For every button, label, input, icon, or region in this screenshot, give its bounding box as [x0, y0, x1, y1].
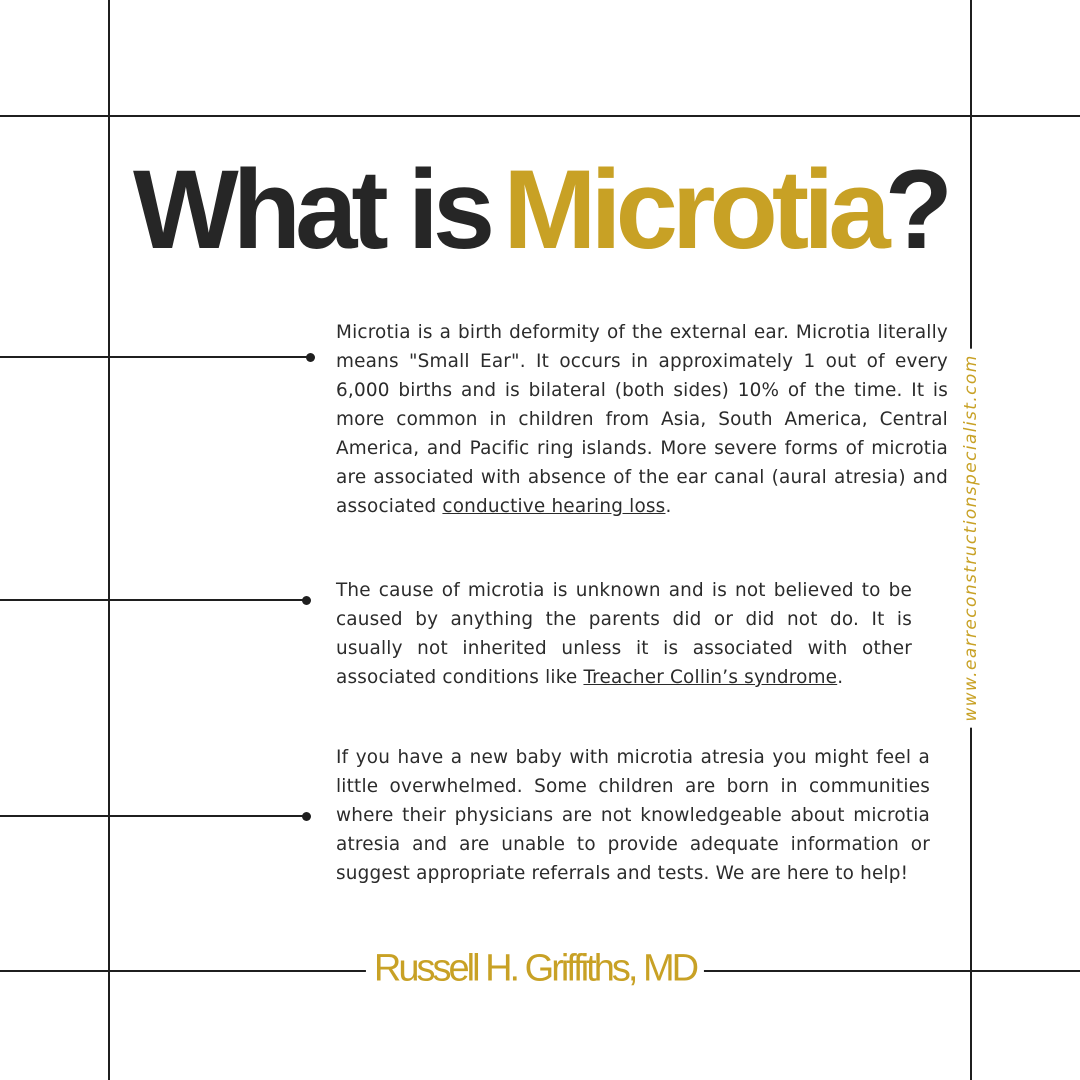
link-treacher-collins-syndrome[interactable]: Treacher Collin’s syndrome	[583, 667, 838, 688]
signature: Russell H. Griffiths, MD	[366, 948, 704, 991]
link-conductive-hearing-loss[interactable]: conductive hearing loss	[442, 496, 666, 517]
connector-dot-1	[306, 353, 315, 362]
connector-dot-3	[302, 812, 311, 821]
connector-line-1	[0, 356, 310, 358]
paragraph-help	[336, 743, 930, 888]
paragraph-cause-end: .	[837, 667, 844, 688]
paragraph-cause	[336, 576, 912, 692]
connector-dot-2	[302, 596, 311, 605]
paragraph-help-text: If you have a new baby with microtia atresia you might feel a little overwhelmed. Some children are born in communities where their physicians are not knowledgeable about microtia atresia and are unable to provide adequate information or suggest appropriate referrals and tests. We are here to help!	[336, 747, 930, 884]
paragraph-cause-text: The cause of microtia is unknown and is not believed to be caused by anything the parents did or did not do. It is usually not inherited unless it is associated with other associated conditions like	[336, 580, 912, 688]
connector-line-3	[0, 815, 306, 817]
paragraph-definition-text: Microtia is a birth deformity of the external ear. Microtia literally means "Small Ear". It occurs in approximately 1 out of every 6,000 births and is bilateral (both sides) 10% of the time. It is more common in children from Asia, South America, Central America, and Pacific ring islands. More severe forms of microtia are associated with absence of the ear canal (aural atresia) and associated	[336, 322, 948, 517]
website-url[interactable]: www.earreconstructionspecialist.com	[961, 348, 981, 727]
connector-line-2	[0, 599, 306, 601]
title-part-what-is: What is	[132, 147, 490, 272]
paragraph-definition	[336, 318, 948, 521]
paragraph-definition-end: .	[665, 496, 672, 517]
page-title	[0, 140, 1080, 280]
frame-horizontal-top	[0, 115, 1080, 117]
title-question-mark: ?	[884, 147, 948, 272]
title-part-microtia: Microtia	[503, 147, 885, 272]
